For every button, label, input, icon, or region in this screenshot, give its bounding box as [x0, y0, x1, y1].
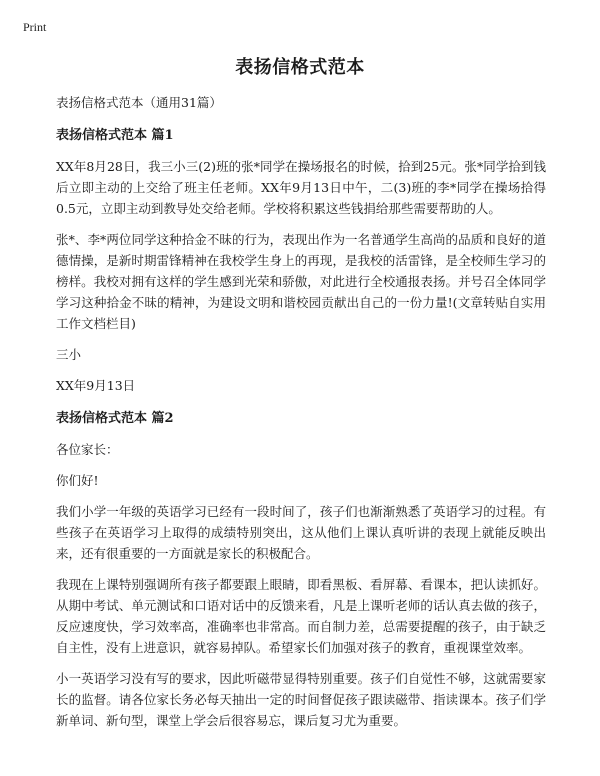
paragraph: 张*、李*两位同学这种拾金不昧的行为，表现出作为一名普通学生高尚的品质和良好的道德情操，是新时期雷锋精神在我校学生身上的再现，是我校的活雷锋，是全校师生学习的榜样。我校对拥有这样的学生感到光荣和骄傲，对此进行全校通报表扬。并号召全体同学学习这种拾金不昧的精神，为建设文明和谐校园贡献出自己的一份力量!(文章转贴自实用工作文档栏目) — [56, 232, 546, 331]
paragraph: XX年8月28日，我三小三(2)班的张*同学在操场报名的时候，拾到25元。张*同学拾到钱后立即主动的上交给了班主任老师。XX年9月13日中午，二(3)班的李*同学在操场拾得0.5元，立即主动到教导处交给老师。学校将积累这些钱捐给那些需要帮助的人。 — [56, 159, 546, 216]
paragraph: 小一英语学习没有写的要求，因此听磁带显得特别重要。孩子们自觉性不够，这就需要家长的监督。请各位家长务必每天抽出一定的时间督促孩子跟读磁带、指读课本。孩子们学新单词、新句型，课堂上学会后很容易忘，课后复习尤为重要。 — [56, 671, 546, 728]
print-link[interactable]: Print — [23, 20, 47, 34]
signature: 三小 — [56, 347, 82, 362]
section-heading-1: 表扬信格式范本 篇1 — [56, 128, 174, 143]
paragraph: 我现在上课特别强调所有孩子都要跟上眼睛，即看黑板、看屏幕、看课本，把认读抓好。从期中考试、单元测试和口语对话中的反馈来看，凡是上课听老师的话认真去做的孩子，反应速度快，学习效率高，准确率也非常高。而自制力差，总需要提醒的孩子，由于缺乏自主性，没有上进意识，就容易掉队。希望家长们加强对孩子的教育，重视课堂效率。 — [56, 577, 546, 655]
paragraph: 我们小学一年级的英语学习已经有一段时间了，孩子们也渐渐熟悉了英语学习的过程。有些孩子在英语学习上取得的成绩特别突出，这从他们上课认真听讲的表现上就能反映出来，还有很重要的一方面就是家长的积极配合。 — [56, 504, 546, 561]
document-body — [56, 92, 546, 741]
section-heading-2: 表扬信格式范本 篇2 — [56, 411, 174, 426]
greeting: 你们好! — [56, 473, 99, 488]
date: XX年9月13日 — [56, 378, 136, 393]
salutation: 各位家长： — [56, 442, 119, 457]
document-subtitle: 表扬信格式范本（通用31篇） — [56, 95, 222, 110]
page-title: 表扬信格式范本 — [235, 57, 365, 78]
